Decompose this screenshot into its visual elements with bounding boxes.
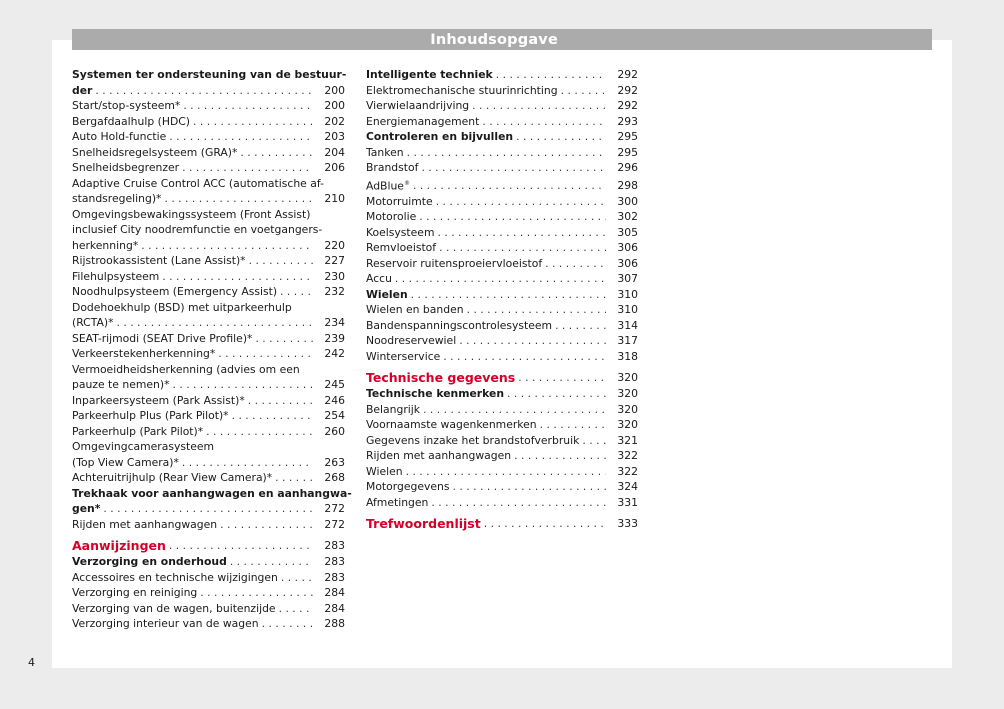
toc-entry-text: Wielen: [366, 464, 403, 478]
toc-entry-text: Intelligente techniek: [366, 68, 493, 81]
toc-entry-line: Dodehoekhulp (BSD) met uitparkeerhulp: [72, 300, 292, 314]
toc-page-number: 206: [324, 161, 345, 174]
dot-leader: [116, 315, 313, 331]
toc-entry-text: Controleren en bijvullen: [366, 130, 514, 143]
toc-entry-title: [366, 349, 440, 365]
toc-entry-title: [72, 455, 179, 471]
toc-entry[interactable]: [72, 570, 345, 586]
dot-leader: [436, 194, 606, 210]
toc-entry[interactable]: [72, 114, 345, 130]
dot-leader: [467, 302, 606, 318]
toc-entry-line: Systemen ter ondersteuning van de bestuur-: [72, 68, 347, 81]
dot-leader: [279, 601, 313, 617]
toc-page-number: 234: [324, 316, 345, 329]
toc-page-number: 292: [617, 83, 638, 97]
toc-page-number: 333: [617, 517, 638, 531]
toc-entry[interactable]: [72, 160, 345, 176]
toc-entry-title: [366, 318, 552, 334]
toc-entry-title: [72, 238, 138, 254]
toc-entry-text: Verzorging en reiniging: [72, 586, 198, 599]
toc-page-number: 284: [324, 586, 345, 599]
toc-entry-text: Inparkeersysteem (Park Assist)*: [72, 393, 245, 407]
toc-entry-title: [72, 315, 113, 331]
dot-leader: [255, 331, 313, 347]
toc-entry[interactable]: [72, 331, 345, 347]
dot-leader: [545, 256, 606, 272]
toc-entry-text: Reservoir ruitensproeiervloeistof: [366, 256, 543, 270]
toc-entry-text: der: [72, 83, 93, 97]
toc-page-number: 321: [617, 433, 638, 447]
toc-entry-title: [72, 269, 159, 285]
dot-leader: [249, 253, 313, 269]
toc-entry-text: Technische kenmerken: [366, 387, 505, 401]
toc-entry-title: [366, 433, 579, 449]
toc-entry-text: AdBlue: [366, 179, 404, 193]
toc-entry[interactable]: [72, 176, 345, 207]
toc-entry-title: [366, 256, 542, 272]
toc-entry-title: [366, 302, 464, 318]
dot-leader: [507, 386, 606, 402]
toc-page-number: 232: [324, 285, 345, 298]
toc-entry[interactable]: [366, 369, 638, 386]
dot-leader: [459, 333, 606, 349]
toc-entry-title: [366, 129, 513, 145]
toc-page-number: 283: [324, 570, 345, 584]
dot-leader: [182, 160, 313, 176]
toc-entry-title: [72, 408, 229, 424]
toc-page-number: 298: [617, 179, 638, 193]
toc-entry-text: Accessoires en technische wijzigingen: [72, 570, 278, 584]
toc-page-number: 310: [617, 287, 638, 301]
toc-entry-text: standsregeling)*: [72, 192, 162, 205]
toc-page-number: 322: [617, 449, 638, 463]
toc-entry-title: [366, 67, 493, 83]
dot-leader: [218, 346, 313, 362]
dot-leader: [220, 517, 313, 533]
dot-leader: [169, 129, 313, 145]
toc-entry-title: [366, 176, 410, 194]
toc-entry-line: inclusief City noodremfunctie en voetgangers-: [72, 223, 323, 236]
toc-entry-text: Tanken: [366, 145, 404, 159]
toc-entry[interactable]: [366, 271, 638, 287]
dot-leader: [248, 393, 313, 409]
toc-entry[interactable]: [366, 145, 638, 161]
toc-page-number: 306: [617, 256, 638, 270]
toc-page-number: 268: [324, 471, 345, 484]
toc-entry[interactable]: [366, 194, 638, 210]
toc-entry-text: Motorruimte: [366, 194, 433, 208]
toc-entry-title: [366, 448, 511, 464]
toc-entry-text: Noodreservewiel: [366, 334, 457, 348]
toc-entry-text: Vierwielaandrijving: [366, 99, 470, 112]
dot-leader: [431, 495, 606, 511]
chapter-title: [72, 537, 166, 554]
toc-entry-title: [366, 145, 404, 161]
toc-page-number: 324: [617, 480, 638, 494]
toc-entry[interactable]: [366, 160, 638, 176]
toc-entry[interactable]: [366, 479, 638, 495]
toc-entry-line: Omgevingcamerasysteem: [72, 440, 215, 453]
toc-page-number: 272: [324, 517, 345, 531]
dot-leader: [262, 616, 313, 632]
toc-entry[interactable]: [366, 129, 638, 145]
toc-page-number: 283: [324, 539, 345, 552]
toc-page-number: 242: [324, 347, 345, 360]
toc-entry-text: pauze te nemen)*: [72, 378, 170, 391]
toc-entry[interactable]: [72, 517, 345, 533]
toc-entry[interactable]: [366, 98, 638, 114]
toc-page-number: 227: [324, 254, 345, 267]
dot-leader: [281, 570, 313, 586]
dot-leader: [514, 448, 606, 464]
toc-entry-text: Verkeerstekenherkenning*: [72, 347, 216, 360]
toc-page-number: 320: [617, 402, 638, 416]
toc-entry[interactable]: [72, 300, 345, 331]
toc-page-number: 246: [324, 393, 345, 407]
toc-entry[interactable]: [366, 333, 638, 349]
toc-entry-text: Wielen en banden: [366, 303, 464, 317]
dot-leader: [411, 287, 606, 303]
toc-entry-title: [366, 83, 558, 99]
toc-entry-text: Aanwijzingen: [72, 538, 166, 553]
toc-entry-text: Remvloeistof: [366, 241, 437, 255]
dot-leader: [172, 377, 313, 393]
toc-page-number: 306: [617, 241, 638, 255]
toc-entry-title: [366, 209, 416, 225]
toc-entry-text: Elektromechanische stuurinrichting: [366, 83, 558, 97]
toc-entry-title: [72, 191, 161, 207]
toc-entry-line: Omgevingsbewakingssysteem (Front Assist): [72, 207, 311, 221]
toc-entry[interactable]: [72, 129, 345, 145]
toc-page-number: 263: [324, 455, 345, 469]
toc-entry-title: [366, 386, 504, 402]
toc-entry-title: [72, 331, 252, 347]
toc-entry-title: [72, 517, 217, 533]
toc-page-number: 203: [324, 130, 345, 143]
dot-leader: [421, 160, 606, 176]
toc-entry-title: [72, 601, 276, 617]
dot-leader: [232, 408, 313, 424]
toc-entry[interactable]: [72, 284, 345, 300]
toc-right-column: [366, 67, 638, 532]
toc-entry[interactable]: [366, 287, 638, 303]
dot-leader: [496, 67, 606, 83]
toc-entry-title: [366, 194, 433, 210]
toc-entry[interactable]: [72, 439, 345, 470]
toc-entry-title: [366, 240, 436, 256]
toc-page-number: 302: [617, 210, 638, 224]
toc-page-number: 272: [324, 502, 345, 515]
toc-entry-line: Adaptive Cruise Control ACC (automatische af-: [72, 176, 324, 190]
toc-entry-title: [72, 98, 180, 114]
toc-entry-title: [72, 160, 179, 176]
toc-entry[interactable]: [366, 114, 638, 130]
toc-page-number: 295: [617, 130, 638, 143]
toc-entry-title: [72, 424, 203, 440]
toc-entry-text: Start/stop-systeem*: [72, 99, 181, 112]
toc-entry-title: [72, 585, 197, 601]
toc-page-number: 292: [617, 99, 638, 112]
dot-leader: [484, 515, 606, 532]
dot-leader: [193, 114, 313, 130]
chapter-title: [366, 515, 481, 532]
toc-page-number: 307: [617, 272, 638, 286]
toc-page-number: 293: [617, 114, 638, 128]
toc-entry-title: [72, 129, 166, 145]
toc-entry[interactable]: [366, 417, 638, 433]
toc-entry[interactable]: [72, 67, 345, 98]
toc-entry[interactable]: [72, 393, 345, 409]
dot-leader: [275, 470, 313, 486]
toc-entry-title: [72, 284, 277, 300]
toc-entry[interactable]: [72, 486, 352, 517]
dot-leader: [453, 479, 606, 495]
toc-entry[interactable]: [366, 302, 638, 318]
toc-entry[interactable]: [72, 424, 345, 440]
toc-entry-text: (RCTA)*: [72, 316, 114, 329]
toc-page-number: 284: [324, 601, 345, 615]
toc-page-number: 320: [617, 418, 638, 432]
toc-entry-text: Snelheidsregelsysteem (GRA)*: [72, 145, 238, 159]
toc-entry-title: [72, 554, 227, 570]
dot-leader: [206, 424, 313, 440]
dot-leader: [230, 554, 313, 570]
toc-page-number: 260: [324, 424, 345, 438]
toc-entry[interactable]: [366, 515, 638, 532]
dot-leader: [582, 433, 606, 449]
toc-page-number: 318: [617, 349, 638, 363]
toc-entry[interactable]: [72, 362, 345, 393]
toc-page-number: 254: [324, 409, 345, 422]
toc-page-number: 200: [324, 83, 345, 97]
dot-leader: [518, 369, 606, 386]
toc-entry[interactable]: [366, 240, 638, 256]
toc-entry-text: Rijden met aanhangwagen: [72, 517, 218, 531]
toc-entry[interactable]: [366, 83, 638, 99]
dot-leader: [164, 191, 313, 207]
toc-entry-text: (Top View Camera)*: [72, 455, 179, 469]
toc-entry-text: Winterservice: [366, 349, 441, 363]
toc-entry-title: [366, 287, 408, 303]
toc-entry[interactable]: [72, 346, 345, 362]
toc-entry[interactable]: [72, 207, 345, 254]
toc-entry-text: Bergafdaalhulp (HDC): [72, 114, 191, 128]
registered-mark: ®: [403, 179, 410, 187]
toc-entry-text: Voornaamste wagenkenmerken: [366, 418, 537, 432]
toc-entry-text: Verzorging van de wagen, buitenzijde: [72, 601, 276, 615]
toc-entry[interactable]: [72, 585, 345, 601]
toc-entry[interactable]: [366, 433, 638, 449]
toc-entry[interactable]: [72, 554, 345, 570]
toc-page-number: 296: [617, 161, 638, 174]
toc-page-number: 245: [324, 378, 345, 391]
dot-leader: [437, 225, 606, 241]
toc-entry[interactable]: [72, 408, 345, 424]
toc-page-number: 300: [617, 194, 638, 208]
dot-leader: [419, 209, 606, 225]
toc-entry[interactable]: [72, 601, 345, 617]
toc-entry-title: [366, 160, 418, 176]
toc-entry[interactable]: [366, 209, 638, 225]
toc-page-number: 292: [617, 68, 638, 81]
toc-page-number: 314: [617, 318, 638, 332]
dot-leader: [103, 501, 313, 517]
toc-page-number: 295: [617, 145, 638, 159]
toc-entry-text: Brandstof: [366, 161, 419, 174]
toc-entry-title: [72, 570, 278, 586]
toc-entry-title: [72, 616, 259, 632]
toc-entry-title: [72, 501, 100, 517]
toc-page-number: 288: [324, 617, 345, 630]
toc-entry-text: Accu: [366, 272, 392, 286]
toc-entry-title: [366, 333, 456, 349]
toc-entry[interactable]: [72, 537, 345, 554]
dot-leader: [540, 417, 606, 433]
toc-entry-text: Achteruitrijhulp (Rear View Camera)*: [72, 471, 273, 484]
toc-entry[interactable]: [366, 495, 638, 511]
dot-leader: [423, 402, 606, 418]
toc-entry-text: Wielen: [366, 287, 408, 301]
toc-entry-text: Verzorging interieur van de wagen: [72, 617, 259, 630]
toc-page-number: 239: [324, 331, 345, 345]
dot-leader: [162, 269, 313, 285]
dot-leader: [182, 455, 313, 471]
toc-entry[interactable]: [366, 225, 638, 241]
chapter-title: [366, 369, 515, 386]
toc-entry-text: Energiemanagement: [366, 114, 480, 128]
toc-entry[interactable]: [366, 464, 638, 480]
dot-leader: [413, 178, 606, 194]
toc-entry-text: herkenning*: [72, 238, 139, 252]
toc-entry-title: [366, 417, 537, 433]
toc-entry-text: Parkeerhulp (Park Pilot)*: [72, 424, 204, 438]
toc-entry[interactable]: [72, 616, 345, 632]
toc-entry-title: [366, 98, 469, 114]
header-bar: [72, 29, 932, 50]
toc-page-number: 320: [617, 371, 638, 385]
toc-entry-title: [366, 464, 403, 480]
toc-entry-line: Vermoeidheidsherkenning (advies om een: [72, 362, 300, 376]
dot-leader: [141, 238, 313, 254]
toc-entry-text: Auto Hold-functie: [72, 130, 167, 143]
dot-leader: [183, 98, 313, 114]
toc-entry-title: [72, 253, 246, 269]
dot-leader: [407, 145, 606, 161]
toc-page-number: 204: [324, 145, 345, 159]
toc-page-number: 283: [324, 555, 345, 568]
dot-leader: [561, 83, 606, 99]
toc-entry-text: SEAT-rijmodi (SEAT Drive Profile)*: [72, 331, 253, 345]
dot-leader: [169, 537, 313, 554]
toc-entry-title: [72, 346, 215, 362]
toc-entry-title: [366, 402, 420, 418]
toc-page-number: 230: [324, 269, 345, 283]
page-number: 4: [28, 656, 35, 669]
dot-leader: [439, 240, 606, 256]
dot-leader: [95, 83, 313, 99]
toc-entry-title: [72, 145, 237, 161]
toc-entry[interactable]: [72, 269, 345, 285]
toc-page-number: 210: [324, 192, 345, 205]
dot-leader: [406, 464, 606, 480]
toc-entry-title: [366, 479, 450, 495]
toc-entry-text: Motorgegevens: [366, 480, 450, 494]
dot-leader: [555, 318, 606, 334]
dot-leader: [280, 284, 313, 300]
page-title: Inhoudsopgave: [430, 32, 558, 48]
dot-leader: [482, 114, 606, 130]
toc-entry-text: Motorolie: [366, 210, 417, 224]
toc-entry[interactable]: [366, 176, 638, 194]
toc-entry-title: [72, 377, 169, 393]
toc-page-number: 331: [617, 495, 638, 509]
toc-entry-text: Belangrijk: [366, 402, 421, 416]
toc-page-number: 320: [617, 387, 638, 401]
dot-leader: [472, 98, 606, 114]
toc-page-number: 202: [324, 114, 345, 128]
toc-entry-text: Verzorging en onderhoud: [72, 555, 227, 568]
toc-page-number: 322: [617, 464, 638, 478]
toc-entry-text: Gegevens inzake het brandstofverbruik: [366, 433, 580, 447]
toc-page-number: 317: [617, 334, 638, 348]
toc-entry-text: Bandenspanningscontrolesysteem: [366, 318, 553, 332]
toc-entry-title: [366, 495, 428, 511]
dot-leader: [240, 145, 313, 161]
toc-entry-title: [72, 114, 190, 130]
toc-entry[interactable]: [366, 67, 638, 83]
toc-entry[interactable]: [72, 145, 345, 161]
toc-entry-text: Noodhulpsysteem (Emergency Assist): [72, 285, 278, 298]
toc-entry[interactable]: [366, 448, 638, 464]
toc-entry-text: Rijstrookassistent (Lane Assist)*: [72, 254, 246, 267]
toc-entry-title: [72, 83, 92, 99]
toc-entry[interactable]: [366, 318, 638, 334]
toc-entry-text: Afmetingen: [366, 495, 429, 509]
toc-page-number: 305: [617, 225, 638, 239]
toc-entry-text: Filehulpsysteem: [72, 269, 160, 283]
dot-leader: [516, 129, 606, 145]
toc-entry-line: Trekhaak voor aanhangwagen en aanhangwa-: [72, 486, 352, 500]
toc-entry-title: [366, 114, 479, 130]
toc-entry[interactable]: [72, 253, 345, 269]
toc-entry-title: [72, 470, 272, 486]
toc-entry[interactable]: [72, 470, 345, 486]
toc-entry[interactable]: [72, 98, 345, 114]
toc-entry-text: gen*: [72, 502, 101, 515]
toc-entry[interactable]: [366, 256, 638, 272]
toc-entry-text: Technische gegevens: [366, 370, 516, 386]
toc-entry-text: Parkeerhulp Plus (Park Pilot)*: [72, 409, 229, 422]
toc-page-number: 220: [324, 238, 345, 252]
toc-entry-title: [72, 393, 245, 409]
toc-page-number: 310: [617, 303, 638, 317]
toc-entry[interactable]: [366, 402, 638, 418]
toc-entry[interactable]: [366, 386, 638, 402]
toc-entry-text: Snelheidsbegrenzer: [72, 161, 180, 174]
dot-leader: [443, 349, 606, 365]
toc-entry-title: [366, 225, 434, 241]
toc-entry-text: Koelsysteem: [366, 225, 435, 239]
dot-leader: [395, 271, 606, 287]
toc-entry[interactable]: [366, 349, 638, 365]
dot-leader: [200, 585, 313, 601]
toc-entry-text: Trefwoordenlijst: [366, 516, 481, 532]
toc-left-column: [72, 67, 352, 632]
toc-entry-title: [366, 271, 392, 287]
toc-page-number: 200: [324, 99, 345, 112]
toc-entry-text: Rijden met aanhangwagen: [366, 449, 512, 463]
